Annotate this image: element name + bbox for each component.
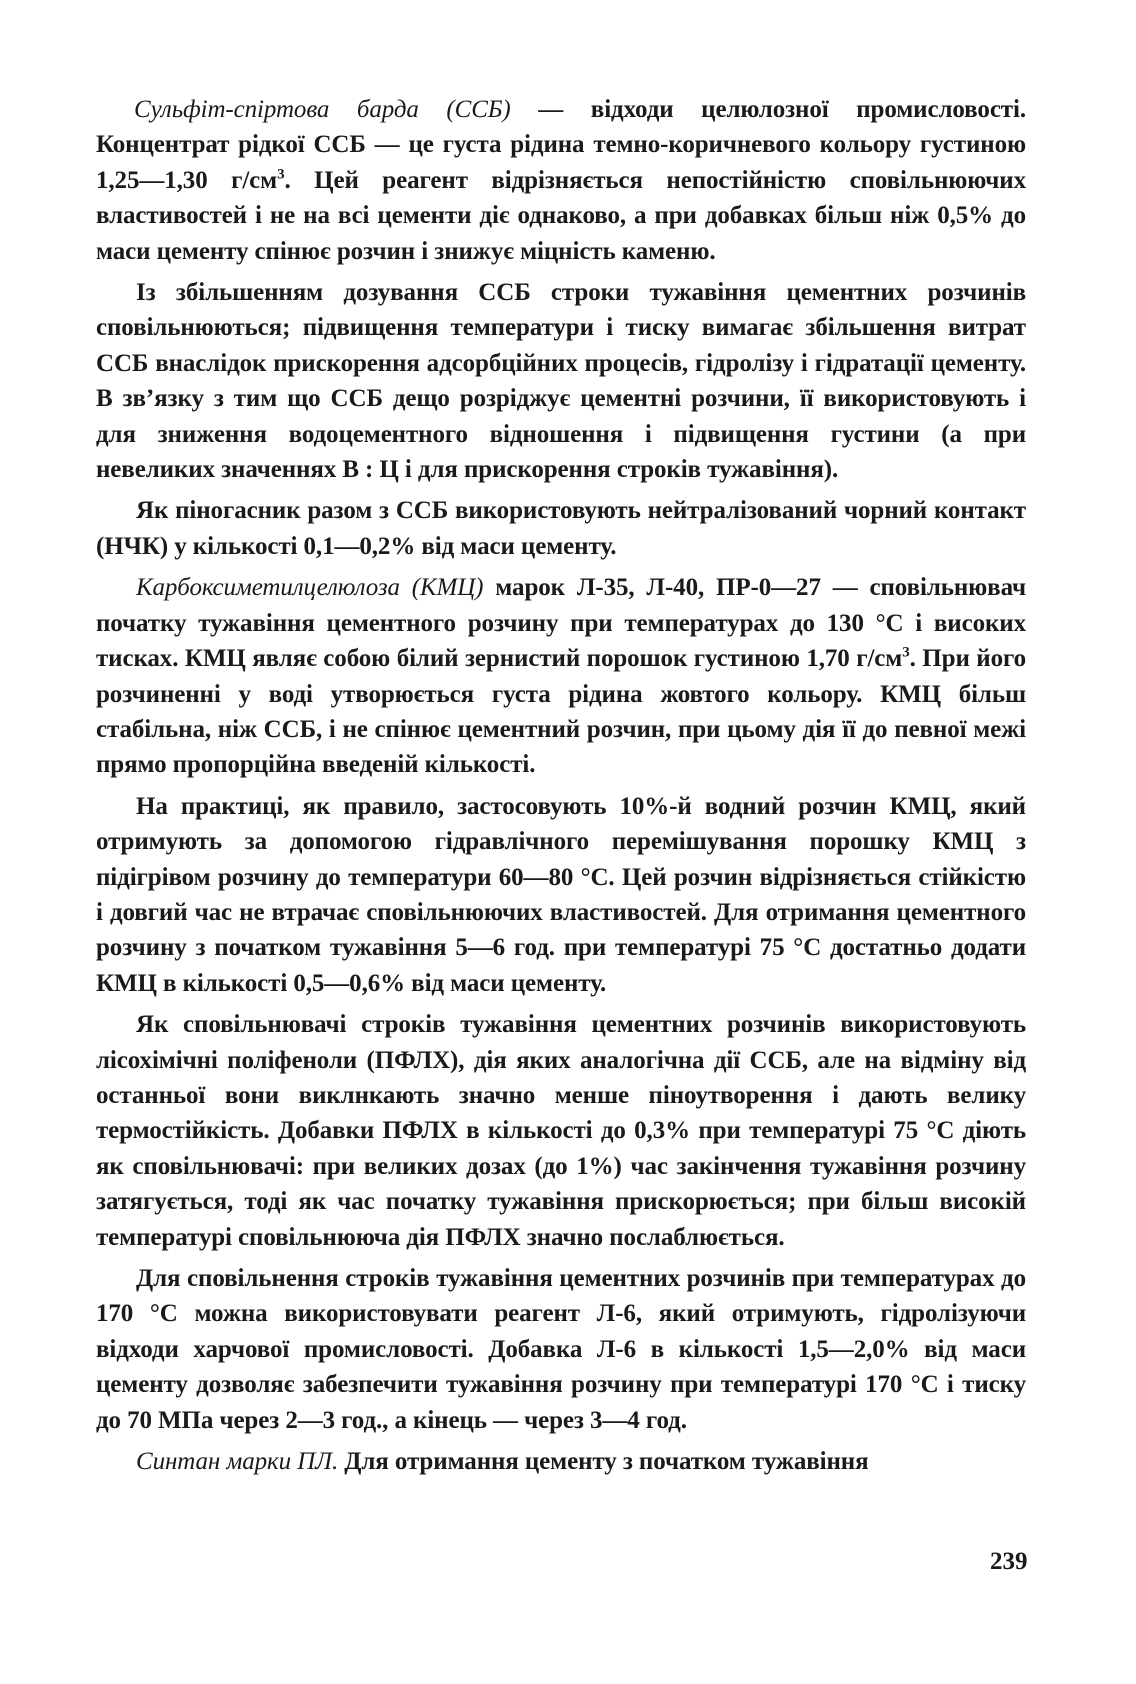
superscript: 3 <box>277 166 285 183</box>
paragraph-pflh <box>96 1007 1026 1255</box>
paragraph-kmc-practice <box>96 789 1026 1001</box>
paragraph-text: Як сповільнювачі строків тужавіння цементних розчинів використовують лісохімічні поліфеноли (ПФЛХ), дія яких аналогічна дії ССБ, але на відміну від останньої вони виклнкають значно менше піноутворення і дають велику термостійкість. Добавки ПФЛХ в кількості до 0,3% при температурі 75 °С діють як сповільнювачі: при великих дозах (до 1%) час закінчення тужавіння розчину затягується, тоді як час початку тужавіння прискорюється; при більш високій температурі сповільнююча дія ПФЛХ значно послаблюється. <box>96 1011 1026 1251</box>
paragraph-kmc <box>96 570 1026 782</box>
superscript: 3 <box>902 644 910 661</box>
paragraph-ssb-dosage <box>96 275 1026 487</box>
paragraph-l6 <box>96 1261 1026 1438</box>
paragraph-ssb <box>96 92 1026 269</box>
paragraph-text-cont: . Цей реагент відрізняється непостійністю сповільнюючих властивостей і не на всі цементи діє однаково, а при добавках більш ніж 0,5% до маси цементу спінює розчин і знижує міцність каменю. <box>96 166 1027 265</box>
paragraph-text: марок Л-35, Л-40, ПР-0—27 — сповільнювач початку тужавіння цементного розчину при температурах до 130 °С і високих тисках. КМЦ являє собою білий зернистий порошок густиною 1,70 г/см <box>96 574 1026 673</box>
paragraph-syntan <box>96 1444 1026 1479</box>
paragraph-antifoam <box>96 493 1026 564</box>
term-kmc: Карбоксиметилцелюлоза (КМЦ) <box>136 574 484 602</box>
term-syntan: Синтан марки ПЛ. <box>136 1448 339 1476</box>
paragraph-text: Для отримання цементу з початком тужавіння <box>338 1448 869 1476</box>
paragraph-text: Як піногасник разом з ССБ використовують нейтралізований чорний контакт (НЧК) у кількості 0,1—0,2% від маси цементу. <box>96 497 1026 560</box>
paragraph-text: На практиці, як правило, застосовують 10%-й водний розчин КМЦ, який отримують за допомогою гідравлічного перемішування порошку КМЦ з підігрівом розчину до температури 60—80 °С. Цей розчин відрізняється стійкістю і довгий час не втрачає сповільнюючих властивостей. Для отримання цементного розчину з початком тужавіння 5—6 год. при температурі 75 °С достатньо додати КМЦ в кількості 0,5—0,6% від маси цементу. <box>96 792 1026 997</box>
paragraph-text: — відходи целюлозної промисловості. Концентрат рідкої ССБ — це густа рідина темно-коричневого кольору густиною 1,25—1,30 г/см <box>96 96 1026 194</box>
paragraph-text: Із збільшенням дозування ССБ строки тужавіння цементних розчинів сповільнюються; підвищення температури і тиску вимагає збільшення витрат ССБ внаслідок прискорення адсорбційних процесів, гідролізу і гідратації цементу. В зв’язку з тим що ССБ дещо розріджує цементні розчини, її використовують і для зниження водоцементного відношення і підвищення густини (а при невеликих значеннях В : Ц і для прискорення строків тужавіння). <box>96 279 1026 484</box>
paragraph-text-cont: . При його розчиненні у воді утворюється густа рідина жовтого кольору. КМЦ більш стабільна, ніж ССБ, і не спінює цементний розчин, при цьому дія її до певної межі прямо пропорційна введеній кількості. <box>96 645 1027 779</box>
page-body <box>96 92 1026 1485</box>
term-ssb: Сульфіт-спіртова барда (ССБ) <box>134 96 511 123</box>
page-number: 239 <box>990 1548 1028 1575</box>
paragraph-text: Для сповільнення строків тужавіння цементних розчинів при температурах до 170 °С можна використовувати реагент Л-6, який отримують, гідролізуючи відходи харчової промисловості. Добавка Л-6 в кількості 1,5—2,0% від маси цементу дозволяє забезпечити тужавіння розчину при температурі 170 °С і тиску до 70 МПа через 2—3 год., а кінець — через 3—4 год. <box>96 1265 1026 1434</box>
